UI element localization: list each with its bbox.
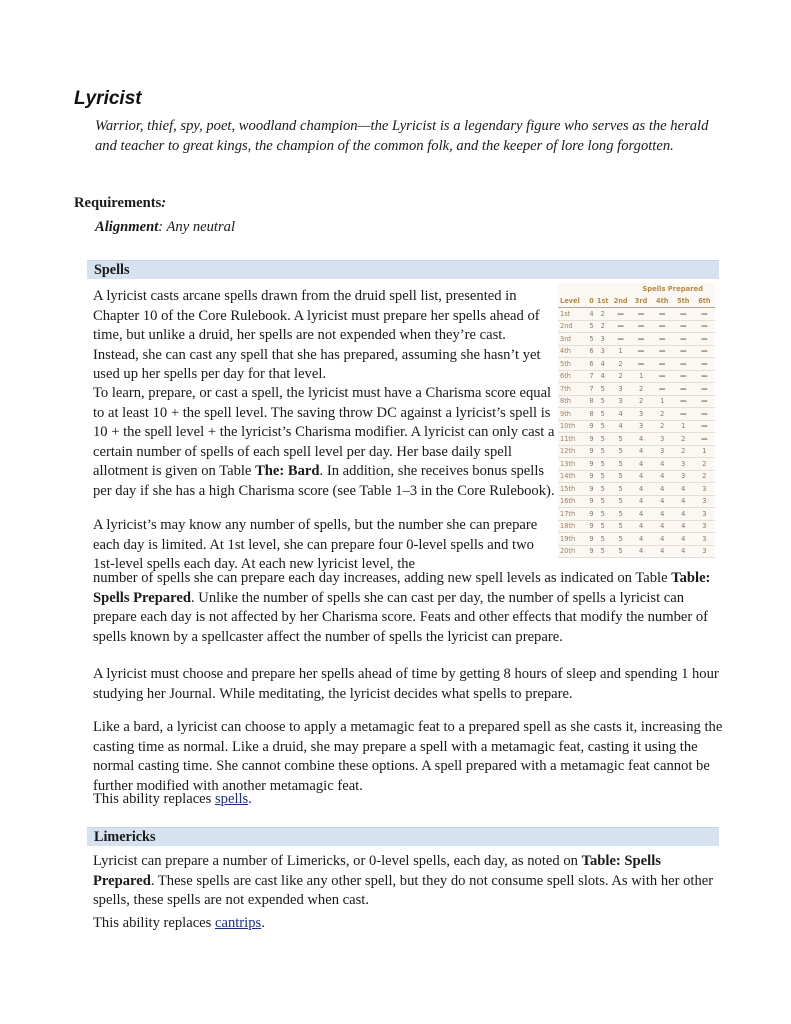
spells-paragraph-4: A lyricist must choose and prepare her spells ahead of time by getting 8 hours of sleep and spending 1 hour studying her Journal. While meditating, the lyricist decides what spells to prepare. <box>93 666 719 702</box>
table-cell: — <box>611 320 631 333</box>
table-cell: 3 <box>652 433 673 446</box>
table-cell: 4 <box>630 508 651 521</box>
table-row-level: 17th <box>558 508 588 521</box>
table-cell: 5 <box>611 545 631 558</box>
table-row <box>558 545 715 558</box>
table-row-level: 5th <box>558 358 588 371</box>
table-reference-bard: The: Bard <box>255 463 320 480</box>
table-cell: — <box>630 320 651 333</box>
table-cell: 2 <box>694 470 715 483</box>
spells-paragraph-2-text: To learn, prepare, or cast a spell, the lyricist must have a Charisma score equal to at least 10 + the spell level. The saving throw DC against a lyricist’s spell is 10 + the spell level + the lyricist’s Charisma modifier. A lyricist can only cast a certain number of spells of each spell level per day. Her base daily spell allotment is given on Table <box>93 385 555 480</box>
limericks-text-end: . These spells are cast like any other spell, but they do not consume spell slots. As with her other spells, these spells are not expended when cast. <box>93 872 714 909</box>
replaces-text: This ability replaces <box>93 915 215 931</box>
table-cell: 4 <box>673 545 694 558</box>
table-cell: 5 <box>611 520 631 533</box>
table-column-header: 1st <box>595 295 611 308</box>
table-cell: 5 <box>611 458 631 471</box>
spells-heading: Spells <box>94 262 130 278</box>
alignment-value: : Any neutral <box>158 219 236 235</box>
table-cell: — <box>652 345 673 358</box>
table-cell: — <box>694 370 715 383</box>
table-cell: 4 <box>630 495 651 508</box>
table-cell: 2 <box>630 395 651 408</box>
table-row-level: 6th <box>558 370 588 383</box>
table-cell: 3 <box>652 445 673 458</box>
table-cell: 4 <box>630 445 651 458</box>
table-cell: — <box>652 308 673 321</box>
table-column-header: 2nd <box>611 295 631 308</box>
table-cell: 4 <box>652 545 673 558</box>
table-cell: 5 <box>588 320 594 333</box>
limericks-heading: Limericks <box>94 829 156 845</box>
spells-paragraph-3b-text-end: . Unlike the number of spells she can cast per day, the number of spells a lyricist can prepare each day is not affected by her Charisma score. Feats and other effects that modify the number of spells known by a spellcaster affect the number of spells the lyricist can prepare. <box>93 589 709 645</box>
table-cell: 5 <box>595 495 611 508</box>
table-cell: 4 <box>630 433 651 446</box>
table-cell: 5 <box>595 483 611 496</box>
table-cell: — <box>694 308 715 321</box>
table-cell: 3 <box>611 395 631 408</box>
table-cell: 2 <box>595 320 611 333</box>
table-cell: 3 <box>611 383 631 396</box>
table-cell: — <box>673 320 694 333</box>
table-column-header: Level <box>558 295 588 308</box>
table-row-level: 8th <box>558 395 588 408</box>
cantrips-link[interactable]: cantrips <box>214 915 262 931</box>
table-cell: 3 <box>694 483 715 496</box>
table-cell: 4 <box>673 495 694 508</box>
table-row <box>558 470 715 483</box>
table-cell: 6 <box>588 345 594 358</box>
table-cell: 7 <box>588 383 594 396</box>
table-cell: — <box>694 420 715 433</box>
table-row <box>558 520 715 533</box>
table-cell: 1 <box>673 420 694 433</box>
table-cell: 4 <box>652 495 673 508</box>
table-cell: 4 <box>652 508 673 521</box>
table-cell: 4 <box>630 470 651 483</box>
table-cell: — <box>652 358 673 371</box>
table-cell: 3 <box>694 533 715 546</box>
table-cell: 2 <box>630 383 651 396</box>
spells-prepared-table <box>558 283 715 558</box>
table-cell: — <box>673 358 694 371</box>
table-cell: — <box>652 333 673 346</box>
table-row <box>558 458 715 471</box>
table-row <box>558 370 715 383</box>
table-cell: 1 <box>694 445 715 458</box>
table-row-level: 10th <box>558 420 588 433</box>
table-cell: 5 <box>595 408 611 421</box>
replaces-text: This ability replaces <box>93 791 215 807</box>
table-column-header: 4th <box>652 295 673 308</box>
table-row-level: 1st <box>558 308 588 321</box>
table-cell: 5 <box>595 445 611 458</box>
table-cell: 5 <box>611 495 631 508</box>
table-row-level: 7th <box>558 383 588 396</box>
spells-section-header <box>87 260 719 279</box>
intro-text: Warrior, thief, spy, poet, woodland champion—the Lyricist is a legendary figure who serves as the herald and teacher to great kings, the champion of the common folk, and the keeper of lore long forgotten. <box>95 118 709 154</box>
table-row-level: 3rd <box>558 333 588 346</box>
table-row-level: 4th <box>558 345 588 358</box>
table-cell: 3 <box>630 420 651 433</box>
table-cell: 4 <box>611 420 631 433</box>
table-row <box>558 383 715 396</box>
limericks-table-reference: Table: Spells Prepared <box>93 853 661 889</box>
table-row <box>558 445 715 458</box>
table-row <box>558 533 715 546</box>
table-cell: 3 <box>694 520 715 533</box>
table-cell: — <box>673 333 694 346</box>
table-cell: 5 <box>595 395 611 408</box>
table-cell: — <box>652 320 673 333</box>
table-row <box>558 433 715 446</box>
table-cell: — <box>673 370 694 383</box>
table-row <box>558 408 715 421</box>
table-row <box>558 308 715 321</box>
table-cell: 5 <box>611 483 631 496</box>
table-cell: 2 <box>652 420 673 433</box>
table-cell: 5 <box>611 533 631 546</box>
table-column-header: 5th <box>673 295 694 308</box>
table-cell: 5 <box>595 458 611 471</box>
table-cell: — <box>673 345 694 358</box>
table-cell: 5 <box>611 445 631 458</box>
table-cell: 5 <box>595 470 611 483</box>
table-row-level: 13th <box>558 458 588 471</box>
table-cell: — <box>694 395 715 408</box>
table-row <box>558 483 715 496</box>
table-row-level: 2nd <box>558 320 588 333</box>
table-row <box>558 333 715 346</box>
table-cell: 9 <box>588 445 594 458</box>
table-cell: — <box>630 358 651 371</box>
table-cell: 2 <box>595 308 611 321</box>
table-cell: 4 <box>630 483 651 496</box>
table-row-level: 18th <box>558 520 588 533</box>
requirements-label: Requirements <box>74 195 162 211</box>
spells-paragraph-2-text-end: . In addition, she receives bonus spells per day if she has a high Charisma score (see Table 1–3 in the Core Rulebook). <box>93 463 555 499</box>
spells-paragraph-3a: A lyricist’s may know any number of spells, but the number she can prepare each day is limited. At 1st level, she can prepare four 0-level spells and two 1st-level spells each day. At each new lyricist level, the <box>93 517 538 573</box>
table-cell: 4 <box>588 308 594 321</box>
table-cell: 5 <box>595 433 611 446</box>
table-reference-spells-prepared: Table: Spells Prepared <box>93 570 711 606</box>
table-cell: 2 <box>694 458 715 471</box>
table-cell: 4 <box>595 370 611 383</box>
table-cell: 4 <box>630 545 651 558</box>
table-cell: — <box>630 308 651 321</box>
limericks-paragraph <box>93 852 723 911</box>
table-cell: 3 <box>595 333 611 346</box>
requirements-colon: : <box>161 195 167 211</box>
table-cell: — <box>673 408 694 421</box>
table-row <box>558 358 715 371</box>
spells-replaces-line <box>93 790 252 810</box>
table-cell: — <box>673 308 694 321</box>
table-row <box>558 345 715 358</box>
table-cell: 4 <box>611 408 631 421</box>
limericks-section-header <box>87 827 719 846</box>
table-cell: 9 <box>588 508 594 521</box>
table-cell: 4 <box>630 458 651 471</box>
replaces-end: . <box>261 915 265 931</box>
table-cell: 9 <box>588 545 594 558</box>
table-cell: 9 <box>588 533 594 546</box>
table-cell: 5 <box>595 508 611 521</box>
table-cell: 6 <box>588 358 594 371</box>
table-cell: 2 <box>611 370 631 383</box>
table-cell: 4 <box>652 483 673 496</box>
table-cell: — <box>694 383 715 396</box>
spells-paragraph-5: Like a bard, a lyricist can choose to apply a metamagic feat to a prepared spell as she casts it, increasing the casting time as normal. Like a druid, she may prepare a spell with a metamagic feat, casting it using the normal casting time. She cannot combine these options. A spell prepared with a metamagic feat cannot be further modified with another metamagic feat. <box>93 719 723 794</box>
table-column-header: 0 <box>588 295 594 308</box>
table-cell: — <box>652 383 673 396</box>
alignment-line <box>95 219 235 236</box>
table-row <box>558 495 715 508</box>
table-cell: 3 <box>595 345 611 358</box>
table-cell: 3 <box>673 470 694 483</box>
table-row-level: 9th <box>558 408 588 421</box>
table-cell: 5 <box>595 533 611 546</box>
table-cell: — <box>694 433 715 446</box>
table-cell: 3 <box>673 458 694 471</box>
table-cell: 5 <box>595 520 611 533</box>
table-cell: 8 <box>588 395 594 408</box>
table-cell: — <box>694 408 715 421</box>
table-cell: 4 <box>652 470 673 483</box>
table-cell: 4 <box>673 508 694 521</box>
table-cell: 1 <box>652 395 673 408</box>
table-cell: 5 <box>588 333 594 346</box>
spells-paragraph-1: A lyricist casts arcane spells drawn from the druid spell list, presented in Chapter 10 of the Core Rulebook. A lyricist must prepare her spells ahead of time, but unlike a druid, her spells are not expended when they’re cast. Instead, she can cast any spell that she has prepared, assuming she hasn’t yet used up her spells per day for that level. <box>93 288 541 383</box>
table-cell: 4 <box>652 520 673 533</box>
alignment-label: Alignment <box>95 219 159 235</box>
table-cell: — <box>652 370 673 383</box>
table-cell: 3 <box>694 508 715 521</box>
table-cell: 4 <box>673 533 694 546</box>
replaces-end: . <box>248 791 252 807</box>
table-cell: 5 <box>611 433 631 446</box>
table-cell: 4 <box>652 533 673 546</box>
table-cell: 1 <box>611 345 631 358</box>
table-cell: 1 <box>630 370 651 383</box>
table-row-level: 16th <box>558 495 588 508</box>
limericks-text: Lyricist can prepare a number of Limericks, or 0-level spells, each day, as noted on <box>93 853 582 869</box>
table-cell: — <box>630 345 651 358</box>
table-cell: 4 <box>652 458 673 471</box>
table-cell: 2 <box>673 445 694 458</box>
table-cell: 9 <box>588 458 594 471</box>
table-cell: — <box>694 358 715 371</box>
table-cell: — <box>694 333 715 346</box>
table-row-level: 20th <box>558 545 588 558</box>
table-row <box>558 395 715 408</box>
table-cell: 4 <box>673 520 694 533</box>
table-super-header: Spells Prepared <box>642 285 704 293</box>
table-cell: 9 <box>588 470 594 483</box>
table-cell: 5 <box>611 508 631 521</box>
table-cell: 5 <box>595 420 611 433</box>
table-row-level: 15th <box>558 483 588 496</box>
table-cell: — <box>673 395 694 408</box>
table-cell: — <box>630 333 651 346</box>
table-cell: 9 <box>588 483 594 496</box>
table-cell: 5 <box>595 545 611 558</box>
table-cell: 5 <box>611 470 631 483</box>
table-cell: — <box>611 333 631 346</box>
table-cell: — <box>673 383 694 396</box>
limericks-replaces-line <box>93 914 265 934</box>
table-cell: 7 <box>588 370 594 383</box>
table-cell: 9 <box>588 495 594 508</box>
table-cell: 4 <box>630 520 651 533</box>
table-cell: — <box>694 320 715 333</box>
table-cell: 2 <box>652 408 673 421</box>
table-cell: 4 <box>595 358 611 371</box>
table-cell: — <box>611 308 631 321</box>
table-row-level: 11th <box>558 433 588 446</box>
table-cell: 3 <box>630 408 651 421</box>
table-cell: — <box>694 345 715 358</box>
spells-link[interactable]: spells <box>214 791 249 807</box>
table-cell: 9 <box>588 520 594 533</box>
table-cell: 2 <box>673 433 694 446</box>
table-cell: 8 <box>588 408 594 421</box>
table-row <box>558 320 715 333</box>
table-cell: 4 <box>630 533 651 546</box>
table-cell: 4 <box>673 483 694 496</box>
table-cell: 3 <box>694 495 715 508</box>
table-column-header: 6th <box>694 295 715 308</box>
spells-paragraph-2 <box>93 384 555 502</box>
table-row <box>558 420 715 433</box>
requirements-heading <box>74 195 166 212</box>
table-row-level: 12th <box>558 445 588 458</box>
spells-paragraph-3b <box>93 569 723 647</box>
table-row <box>558 508 715 521</box>
table-row-level: 19th <box>558 533 588 546</box>
table-cell: 3 <box>694 545 715 558</box>
table-cell: 5 <box>595 383 611 396</box>
table-column-header: 3rd <box>630 295 651 308</box>
table-cell: 9 <box>588 420 594 433</box>
table-row-level: 14th <box>558 470 588 483</box>
page-title: Lyricist <box>74 88 142 109</box>
spells-paragraph-3b-text: number of spells she can prepare each day increases, adding new spell levels as indicated on Table <box>93 570 672 586</box>
table-cell: 9 <box>588 433 594 446</box>
table-cell: 2 <box>611 358 631 371</box>
